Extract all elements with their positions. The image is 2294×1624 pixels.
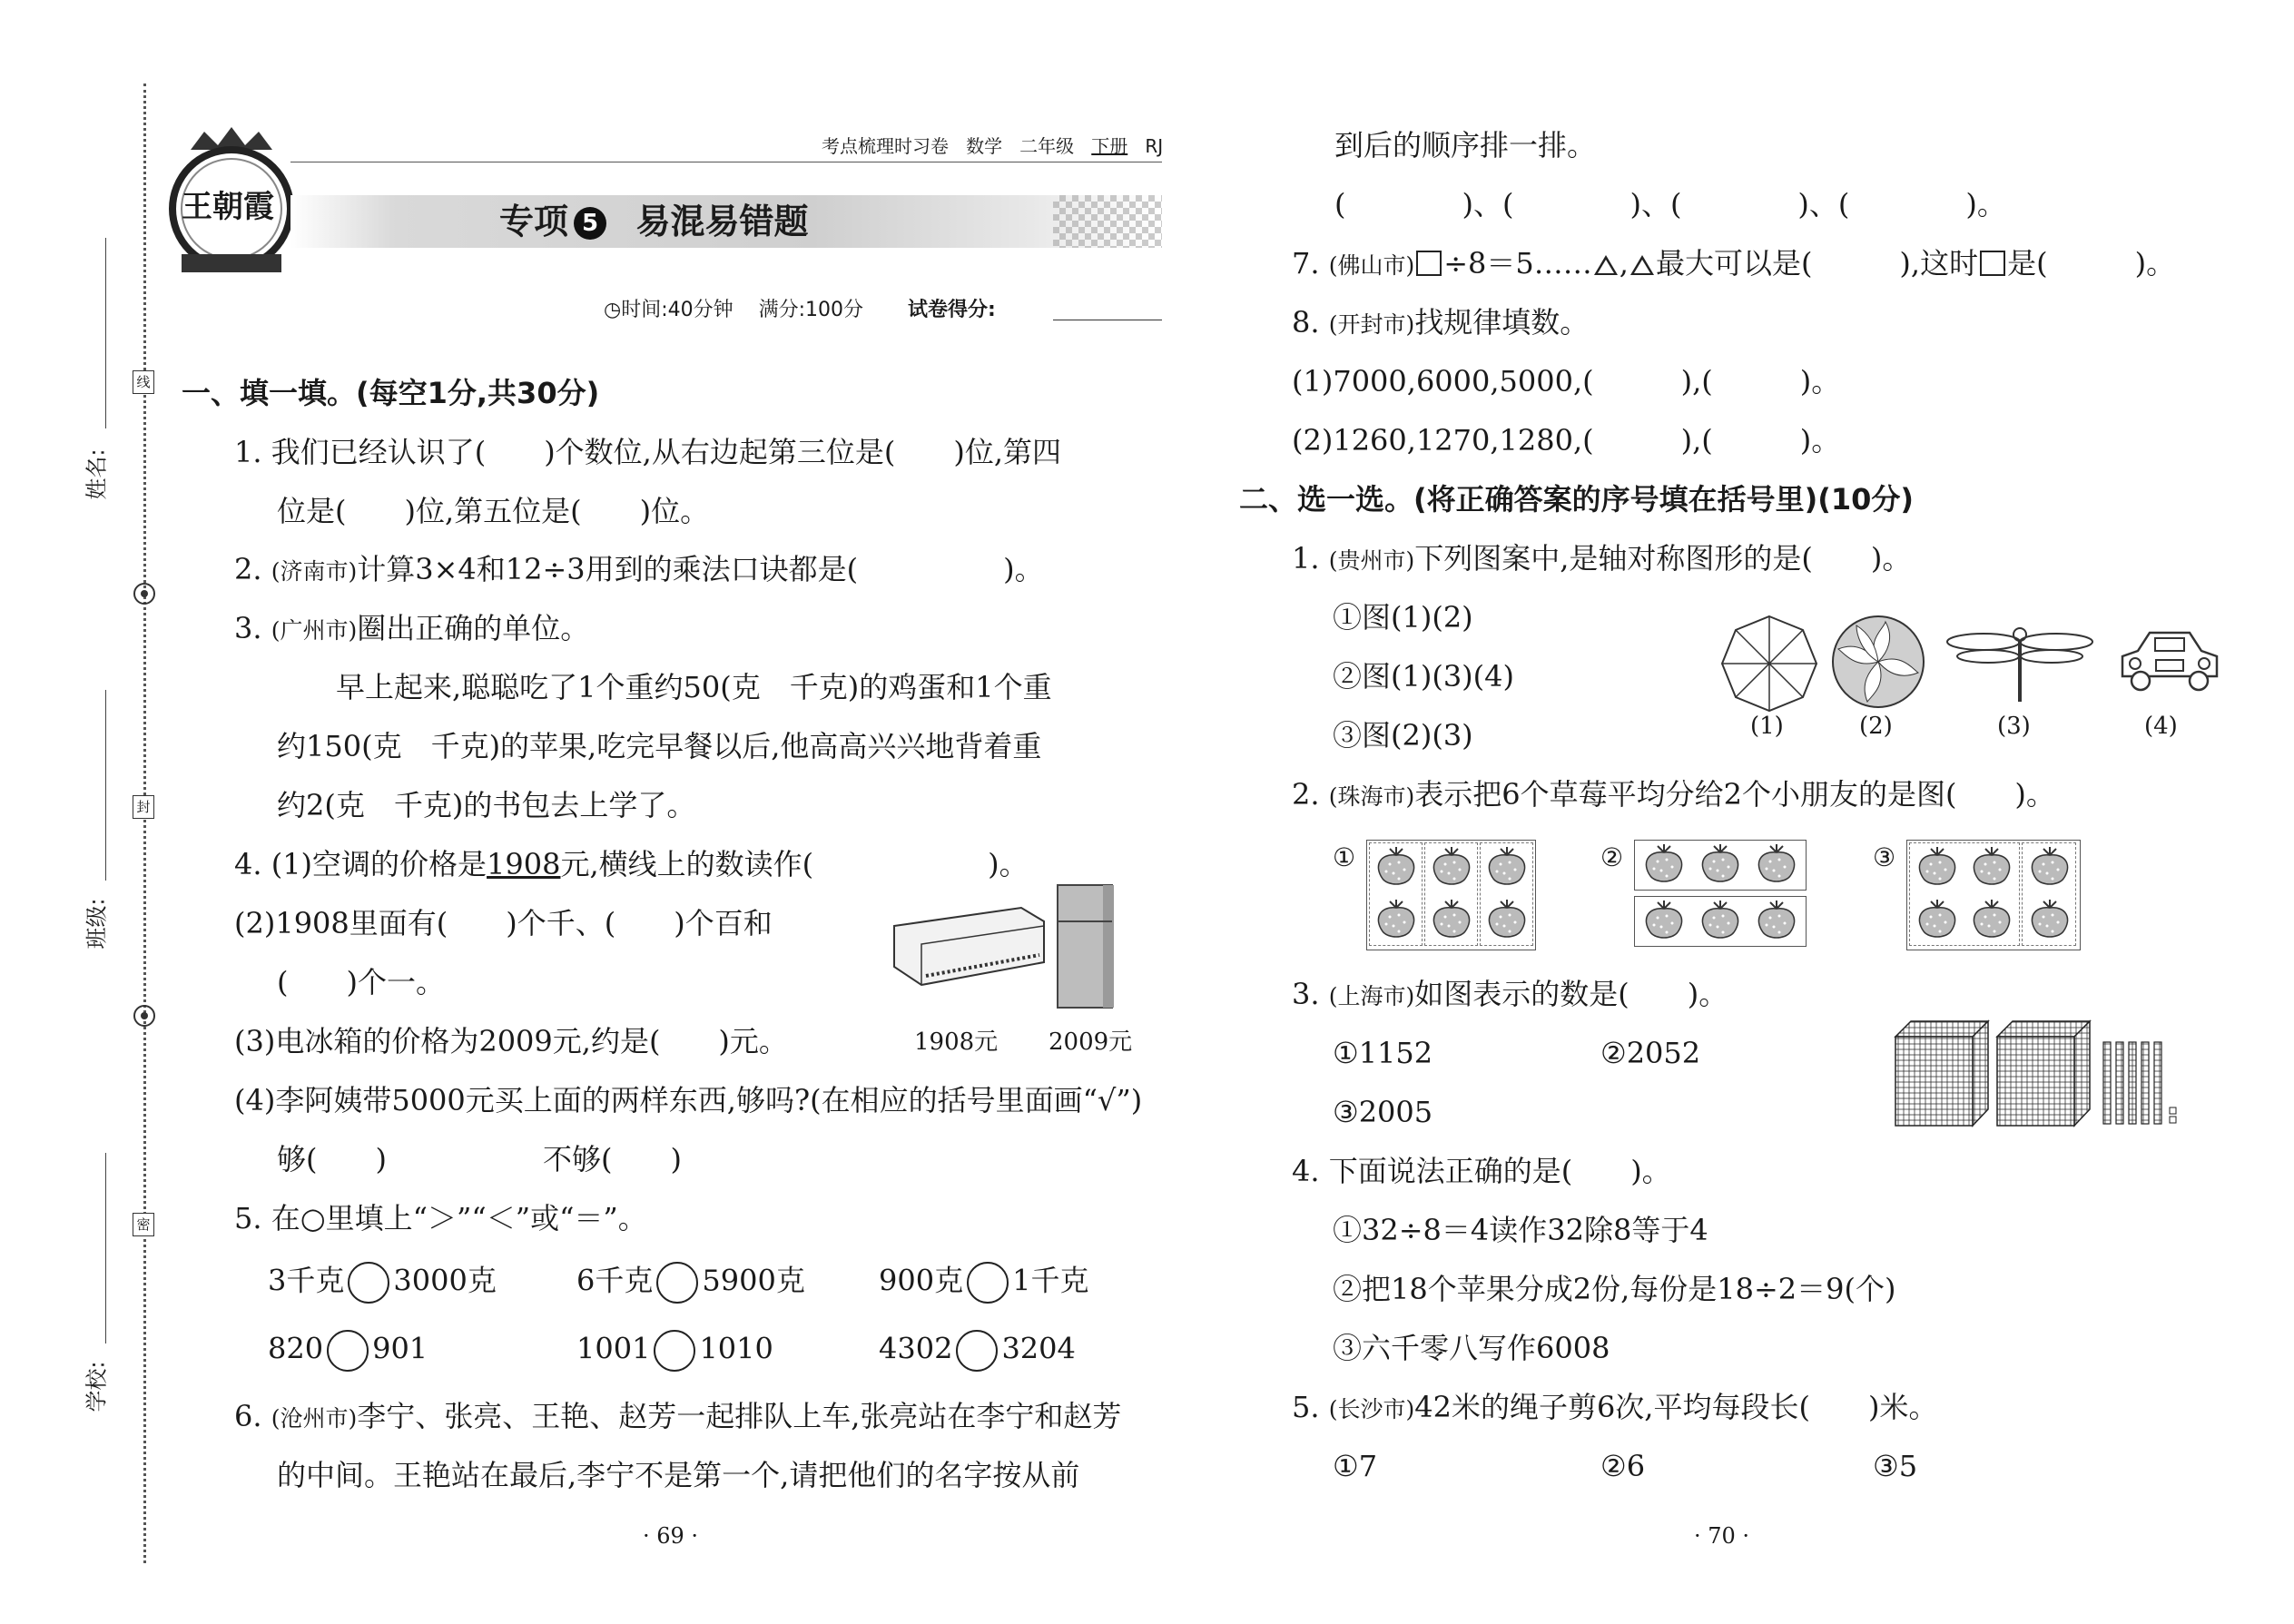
- q2: 2. (济南市)计算3×4和12÷3用到的乘法口诀都是( )。: [234, 552, 1044, 586]
- strawberry-icon: [1913, 846, 1962, 890]
- exam-info: ◷时间:40分钟 满分:100分 试卷得分:: [604, 299, 996, 321]
- fig-label-4: (4): [2144, 713, 2178, 740]
- p2-q4: 4. 下面说法正确的是( )。: [1292, 1154, 1671, 1188]
- q5: 5. 在○里填上“＞”“＜”或“＝”。: [234, 1201, 647, 1235]
- p2-q2-mark2[interactable]: ②: [1600, 842, 1624, 872]
- q4-1: 4. (1)空调的价格是1908元,横线上的数读作( )。: [234, 847, 1029, 881]
- binding-mark-line: 线: [133, 370, 154, 394]
- binding-scissor-icon: [132, 581, 157, 606]
- q3-para3: 约2(克 千克)的书包去上学了。: [277, 788, 696, 822]
- binding-mark-secret: 密: [133, 1213, 154, 1236]
- strawberry-icon: [1372, 846, 1421, 890]
- triangle-symbol-2: [1630, 255, 1654, 275]
- p2-q2-figure3: [1906, 840, 2081, 950]
- figure-octagon-umbrella: [1718, 613, 1820, 714]
- triangle-symbol: [1594, 255, 1618, 275]
- p2-q2-figure2: [1634, 840, 1807, 949]
- header-series: 考点梳理时习卷 数学 二年级 下册 RJ: [822, 135, 1164, 157]
- strawberry-icon: [1696, 843, 1745, 887]
- q6-blanks: ( )、( )、( )、( )。: [1334, 187, 2006, 221]
- strawberry-icon: [1967, 899, 2016, 942]
- q8-1: (1)7000,6000,5000,( ),( )。: [1292, 364, 1841, 399]
- school-label: 学校:: [84, 1361, 110, 1412]
- q4-4: (4)李阿姨带5000元买上面的两样东西,够吗?(在相应的括号里面画“√”): [234, 1083, 1143, 1117]
- q7: 7. (佛山市) ÷8＝5…… , 最大可以是( ),这时 是( )。: [1292, 246, 2176, 281]
- topic-number: 5: [574, 207, 606, 240]
- fig-label-2: (2): [1859, 713, 1893, 740]
- p2-q4-opt3[interactable]: ③六千零八写作6008: [1333, 1331, 1610, 1365]
- p2-q2-mark1[interactable]: ①: [1333, 842, 1356, 872]
- strawberry-icon: [1427, 899, 1476, 942]
- q5-item-1: 3千克 3000克: [268, 1262, 497, 1304]
- page-title: 专项 5 易混易错题: [499, 202, 809, 241]
- name-line: [105, 238, 106, 428]
- q5-item-5: 1001 1010: [576, 1330, 773, 1372]
- p2-q5-opt2[interactable]: ②6: [1600, 1449, 1646, 1483]
- class-label: 班级:: [84, 898, 110, 950]
- name-label: 姓名:: [84, 448, 110, 500]
- q8: 8. (开封市)找规律填数。: [1292, 305, 1590, 340]
- strawberry-icon: [1482, 846, 1531, 890]
- p2-q4-opt1[interactable]: ①32÷8＝4读作32除8等于4: [1333, 1213, 1708, 1247]
- page-number-left: · 69 ·: [643, 1523, 699, 1549]
- class-line: [105, 690, 106, 881]
- p2-q2-mark3[interactable]: ③: [1873, 842, 1896, 872]
- p2-q1-opt3[interactable]: ③图(2)(3): [1333, 718, 1473, 753]
- strawberry-icon: [1427, 846, 1476, 890]
- p2-q1: 1. (贵州市)下列图案中,是轴对称图形的是( )。: [1292, 541, 1912, 576]
- ac-price-label: 1908元: [914, 1029, 999, 1056]
- p2-q1-opt1[interactable]: ①图(1)(2): [1333, 600, 1473, 635]
- refrigerator-image: [1053, 881, 1126, 1012]
- q4-2b: ( )个一。: [277, 965, 445, 999]
- q4-3: (3)电冰箱的价格为2009元,约是( )元。: [234, 1024, 788, 1058]
- strawberry-icon: [1639, 900, 1689, 943]
- compare-circle-4[interactable]: [327, 1330, 369, 1372]
- q5-item-2: 6千克 5900克: [576, 1262, 805, 1304]
- strawberry-icon: [1913, 899, 1962, 942]
- strawberry-icon: [1639, 843, 1689, 887]
- air-conditioner-image: [885, 899, 1049, 989]
- q1-line2: 位是( )位,第五位是( )位。: [277, 494, 710, 528]
- compare-circle-5[interactable]: [654, 1330, 695, 1372]
- p2-q2: 2. (珠海市)表示把6个草莓平均分给2个小朋友的是图( )。: [1292, 777, 2055, 812]
- binding-scissor-icon-2: [132, 1003, 157, 1029]
- compare-circle-1[interactable]: [348, 1262, 389, 1304]
- strawberry-icon: [2025, 846, 2074, 890]
- title-banner-checker: [1053, 195, 1162, 248]
- part2-title: 二、选一选。(将正确答案的序号填在括号里)(10分): [1239, 482, 1915, 517]
- q8-2: (2)1260,1270,1280,( ),( )。: [1292, 423, 1841, 458]
- q6-line2: 的中间。王艳站在最后,李宁不是第一个,请把他们的名字按从前: [277, 1458, 1080, 1492]
- base-ten-blocks-image: [1893, 1017, 2201, 1130]
- p2-q5-opt3[interactable]: ③5: [1873, 1449, 1918, 1483]
- compare-circle-2[interactable]: [656, 1262, 698, 1304]
- strawberry-icon: [1696, 900, 1745, 943]
- part1-title: 一、填一填。(每空1分,共30分): [182, 376, 600, 410]
- q4-enough: 够( ): [277, 1142, 387, 1176]
- q5-item-6: 4302 3204: [879, 1330, 1076, 1372]
- logo-text: 王朝霞: [182, 189, 274, 225]
- figure-bauhinia-flower: [1829, 613, 1927, 711]
- figure-dragonfly: [1943, 622, 2097, 704]
- q5-item-3: 900克 1千克: [879, 1262, 1088, 1304]
- binding-mark-seal: 封: [133, 795, 154, 819]
- strawberry-icon: [1967, 846, 2016, 890]
- compare-circle-3[interactable]: [967, 1262, 1009, 1304]
- strawberry-icon: [2025, 899, 2074, 942]
- strawberry-icon: [1482, 899, 1531, 942]
- page-number-right: · 70 ·: [1694, 1523, 1750, 1549]
- p2-q5: 5. (长沙市)42米的绳子剪6次,平均每段长( )米。: [1292, 1390, 1938, 1424]
- q5-item-4: 820 901: [268, 1330, 428, 1372]
- compare-circle-6[interactable]: [956, 1330, 998, 1372]
- p2-q4-opt2[interactable]: ②把18个苹果分成2份,每份是18÷2＝9(个): [1333, 1272, 1896, 1306]
- p2-q3-opt2[interactable]: ②2052: [1600, 1036, 1701, 1070]
- p2-q3: 3. (上海市)如图表示的数是( )。: [1292, 977, 1728, 1011]
- fridge-price-label: 2009元: [1049, 1029, 1133, 1056]
- q4-2a: (2)1908里面有( )个千、( )个百和: [234, 906, 773, 940]
- strawberry-icon: [1372, 899, 1421, 942]
- fig-label-1: (1): [1750, 713, 1784, 740]
- p2-q3-opt1[interactable]: ①1152: [1333, 1036, 1433, 1070]
- strawberry-icon: [1752, 900, 1801, 943]
- q3-para2: 约150(克 千克)的苹果,吃完早餐以后,他高高兴兴地背着重: [277, 729, 1042, 763]
- binding-dotted-line: [143, 84, 146, 1563]
- p2-q5-opt1[interactable]: ①7: [1333, 1449, 1378, 1483]
- p2-q2-figure1: [1366, 840, 1536, 950]
- p2-q1-opt2[interactable]: ②图(1)(3)(4): [1333, 659, 1514, 694]
- figure-car: [2115, 622, 2224, 694]
- q3: 3. (广州市)圈出正确的单位。: [234, 611, 590, 645]
- school-line: [105, 1153, 106, 1343]
- p2-q3-opt3[interactable]: ③2005: [1333, 1095, 1433, 1129]
- strawberry-icon: [1752, 843, 1801, 887]
- fig-label-3: (3): [1997, 713, 2031, 740]
- q4-not-enough: 不够( ): [543, 1142, 682, 1176]
- q6-line3: 到后的顺序排一排。: [1334, 128, 1597, 162]
- q1-line1: 1. 我们已经认识了( )个数位,从右边起第三位是( )位,第四: [234, 435, 1061, 469]
- square-symbol: [1416, 251, 1442, 276]
- q3-para1: 早上起来,聪聪吃了1个重约50(克 千克)的鸡蛋和1个重: [336, 670, 1052, 704]
- q6-line1: 6. (沧州市)李宁、张亮、王艳、赵芳一起排队上车,张亮站在李宁和赵芳: [234, 1399, 1122, 1433]
- square-symbol-2: [1980, 251, 2005, 276]
